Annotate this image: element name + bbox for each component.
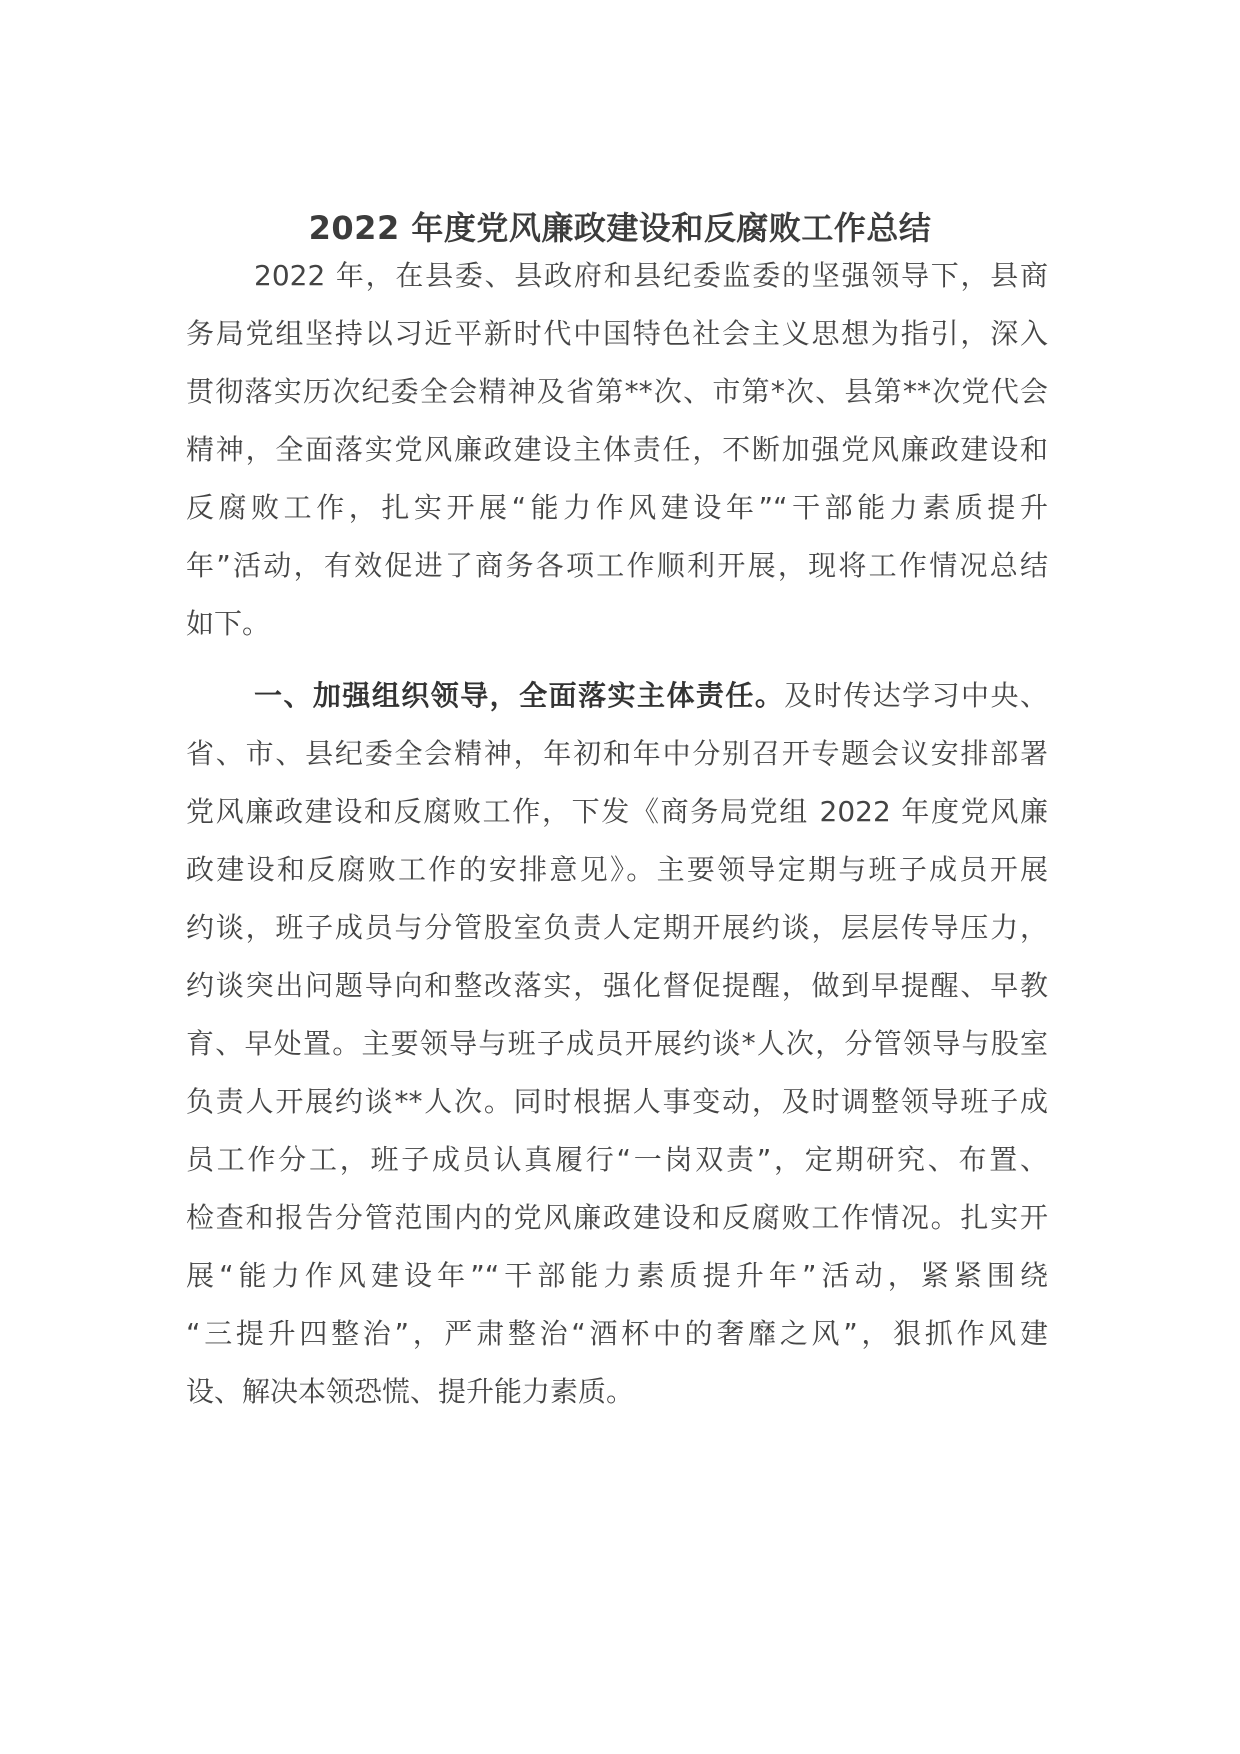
section1-line-5: 约谈，班子成员与分管股室负责人定期开展约谈，层层传导压力， [186,911,1048,944]
section1-heading: 一、加强组织领导，全面落实主体责任。 [254,679,785,712]
intro-line-3: 贯彻落实历次纪委全会精神及省第**次、市第*次、县第**次党代会 [186,375,1048,408]
section1-line-8: 负责人开展约谈**人次。同时根据人事变动，及时调整领导班子成 [186,1085,1048,1118]
section1-line-13: 设、解决本领恐慌、提升能力素质。 [186,1375,635,1408]
section1-line-7: 育、早处置。主要领导与班子成员开展约谈*人次，分管领导与股室 [186,1027,1048,1060]
section1-line-6: 约谈突出问题导向和整改落实，强化督促提醒，做到早提醒、早教 [186,969,1048,1002]
intro-line-1: 2022 年，在县委、县政府和县纪委监委的坚强领导下，县商 [254,259,1048,292]
section1-line-9: 员工作分工，班子成员认真履行“一岗双责”，定期研究、布置、 [186,1143,1048,1176]
intro-line-6: 年”活动，有效促进了商务各项工作顺利开展，现将工作情况总结 [186,549,1048,582]
intro-line-5: 反腐败工作，扎实开展“能力作风建设年”“干部能力素质提升 [186,491,1048,524]
intro-line-7: 如下。 [186,607,271,640]
section1-first-line-rest: 及时传达学习中央、 [784,679,1048,712]
section1-line-3: 党风廉政建设和反腐败工作，下发《商务局党组 2022 年度党风廉 [186,795,1048,828]
section1-line-4: 政建设和反腐败工作的安排意见》。主要领导定期与班子成员开展 [186,853,1048,886]
section1-line-2: 省、市、县纪委全会精神，年初和年中分别召开专题会议安排部署 [186,737,1048,770]
section1-line-11: 展“能力作风建设年”“干部能力素质提升年”活动，紧紧围绕 [186,1259,1048,1292]
document-title: 2022 年度党风廉政建设和反腐败工作总结 [308,209,932,247]
intro-line-2: 务局党组坚持以习近平新时代中国特色社会主义思想为指引，深入 [186,317,1048,350]
section1-first-line [254,676,1048,716]
section1-line-12: “三提升四整治”，严肃整治“酒杯中的奢靡之风”，狠抓作风建 [186,1317,1048,1350]
intro-line-4: 精神，全面落实党风廉政建设主体责任，不断加强党风廉政建设和 [186,433,1048,466]
section1-line-10: 检查和报告分管范围内的党风廉政建设和反腐败工作情况。扎实开 [186,1201,1048,1234]
